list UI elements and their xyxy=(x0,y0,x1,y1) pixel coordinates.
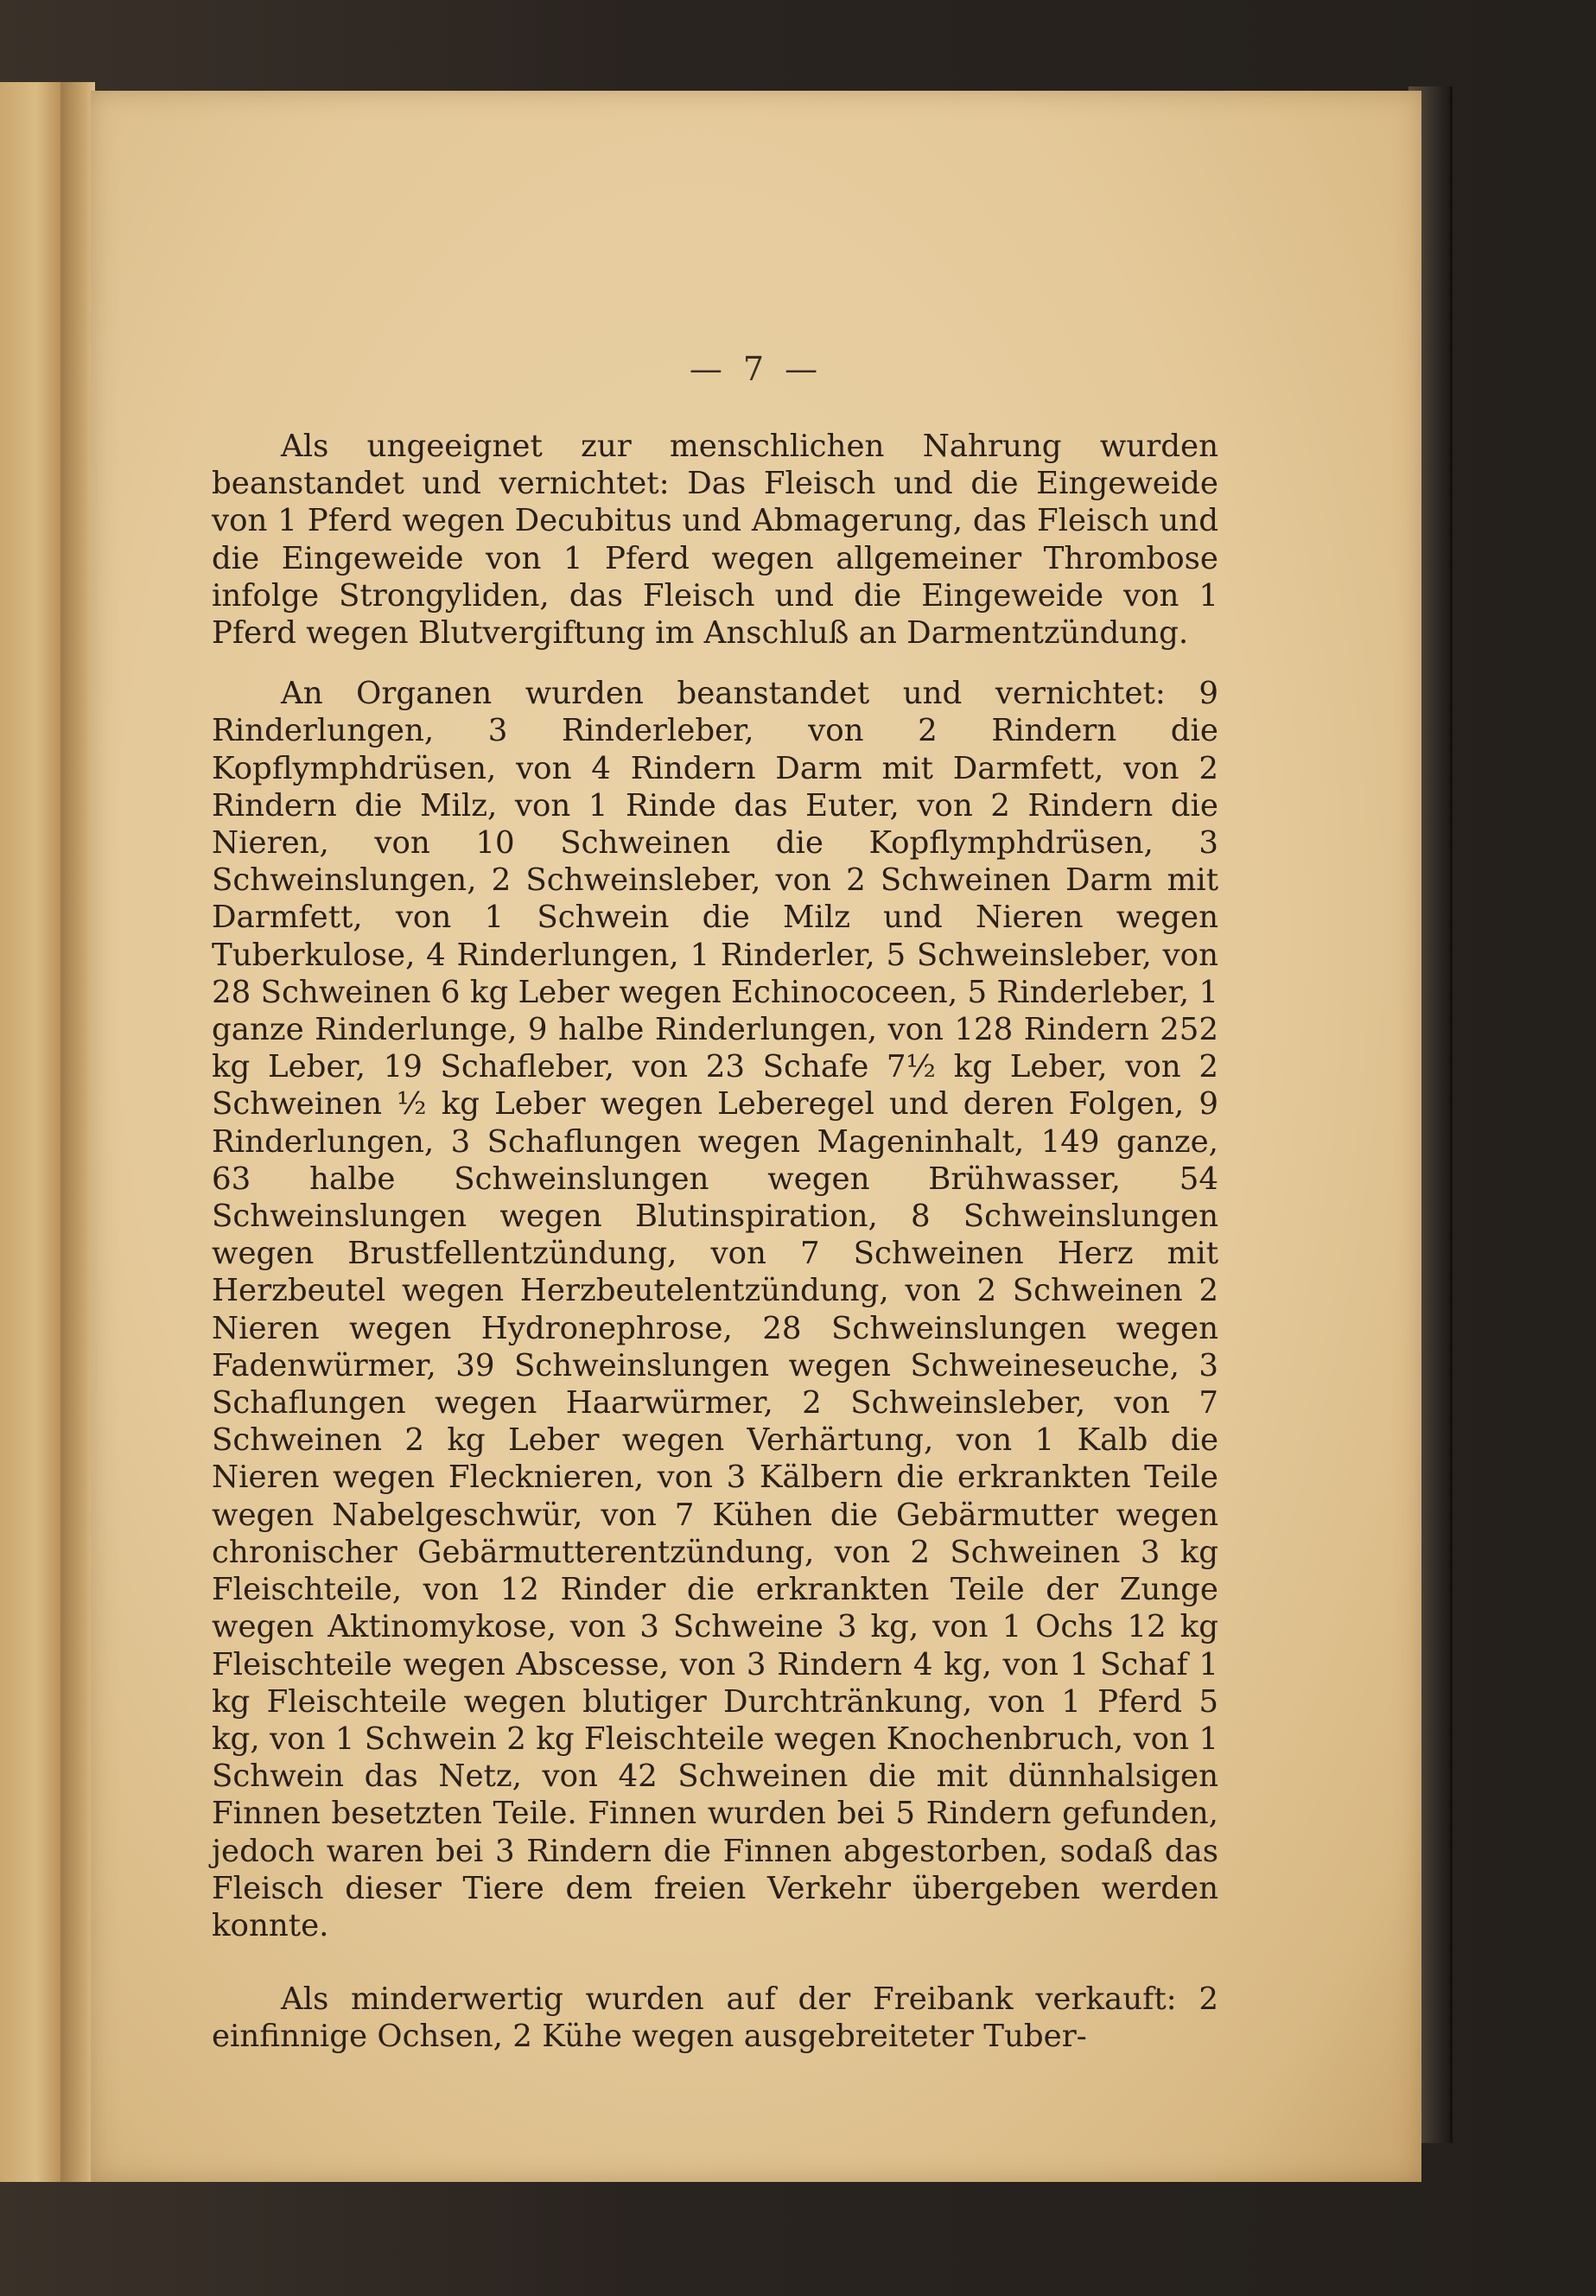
book-gutter xyxy=(60,82,95,2182)
previous-page-edge xyxy=(0,82,63,2182)
page-number: — 7 — xyxy=(689,350,823,388)
paragraph-2: An Organen wurden beanstandet und vernichtet: 9 Rinderlungen, 3 Rinderleber, von 2 Rindern die Kopflymphdrüsen, von 4 Rindern Darm mit Darmfett, von 2 Rindern die Milz, von 1 Rinde das Euter, von 2 Rindern die Nieren, von 10 Schweinen die Kopflymphdrüsen, 3 Schweinslungen, 2 Schweinsleber, von 2 Schweinen Darm mit Darmfett, von 1 Schwein die Milz und Nieren wegen Tuberkulose, 4 Rinderlungen, 1 Rinderler, 5 Schweinsleber, von 28 Schweinen 6 kg Leber wegen Echinococeen, 5 Rinderleber, 1 ganze Rinderlunge, 9 halbe Rinderlungen, von 128 Rindern 252 kg Leber, 19 Schafleber, von 23 Schafe 7½ kg Leber, von 2 Schweinen ½ kg Leber wegen Leberegel und deren Folgen, 9 Rinderlungen, 3 Schaflungen wegen Mageninhalt, 149 ganze, 63 halbe Schweinslungen wegen Brühwasser, 54 Schweinslungen wegen Blutinspiration, 8 Schweinslungen wegen Brustfellentzündung, von 7 Schweinen Herz mit Herzbeutel wegen Herzbeutelentzündung, von 2 Schweinen 2 Nieren wegen Hydronephrose, 28 Schweinslungen wegen Fadenwürmer, 39 Schweinslungen wegen Schweineseuche, 3 Schaflungen wegen Haarwürmer, 2 Schweinsleber, von 7 Schweinen 2 kg Leber wegen Verhärtung, von 1 Kalb die Nieren wegen Flecknieren, von 3 Kälbern die erkrankten Teile wegen Nabelgeschwür, von 7 Kühen die Gebärmutter wegen chronischer Gebärmutterentzündung, von 2 Schweinen 3 kg Fleischteile, von 12 Rinder die erkrankten Teile der Zunge wegen Aktinomykose, von 3 Schweine 3 kg, von 1 Ochs 12 kg Fleischteile wegen Abscesse, von 3 Rindern 4 kg, von 1 Schaf 1 kg Fleischteile wegen blutiger Durchtränkung, von 1 Pferd 5 kg, von 1 Schwein 2 kg Fleischteile wegen Knochenbruch, von 1 Schwein das Netz, von 42 Schweinen die mit dünnhalsigen Finnen besetzten Teile. Finnen wurden bei 5 Rindern gefunden, jedoch waren bei 3 Rindern die Finnen abgestorben, sodaß das Fleisch dieser Tiere dem freien Verkehr übergeben werden konnte. xyxy=(212,676,1218,1943)
book-page xyxy=(91,91,1421,2182)
paragraph-3: Als minderwertig wurden auf der Freibank verkauft: 2 einfinnige Ochsen, 2 Kühe wegen ausgebreiteter Tuber- xyxy=(212,1981,1218,2055)
paragraph-1: Als ungeeignet zur menschlichen Nahrung wurden beanstandet und vernichtet: Das Fleisch und die Eingeweide von 1 Pferd wegen Decubitus und Abmagerung, das Fleisch und die Eingeweide von 1 Pferd wegen allgemeiner Thrombose infolge Strongyliden, das Fleisch und die Eingeweide von 1 Pferd wegen Blutvergiftung im Anschluß an Darmentzündung. xyxy=(212,429,1218,652)
page-body xyxy=(212,428,1218,2056)
